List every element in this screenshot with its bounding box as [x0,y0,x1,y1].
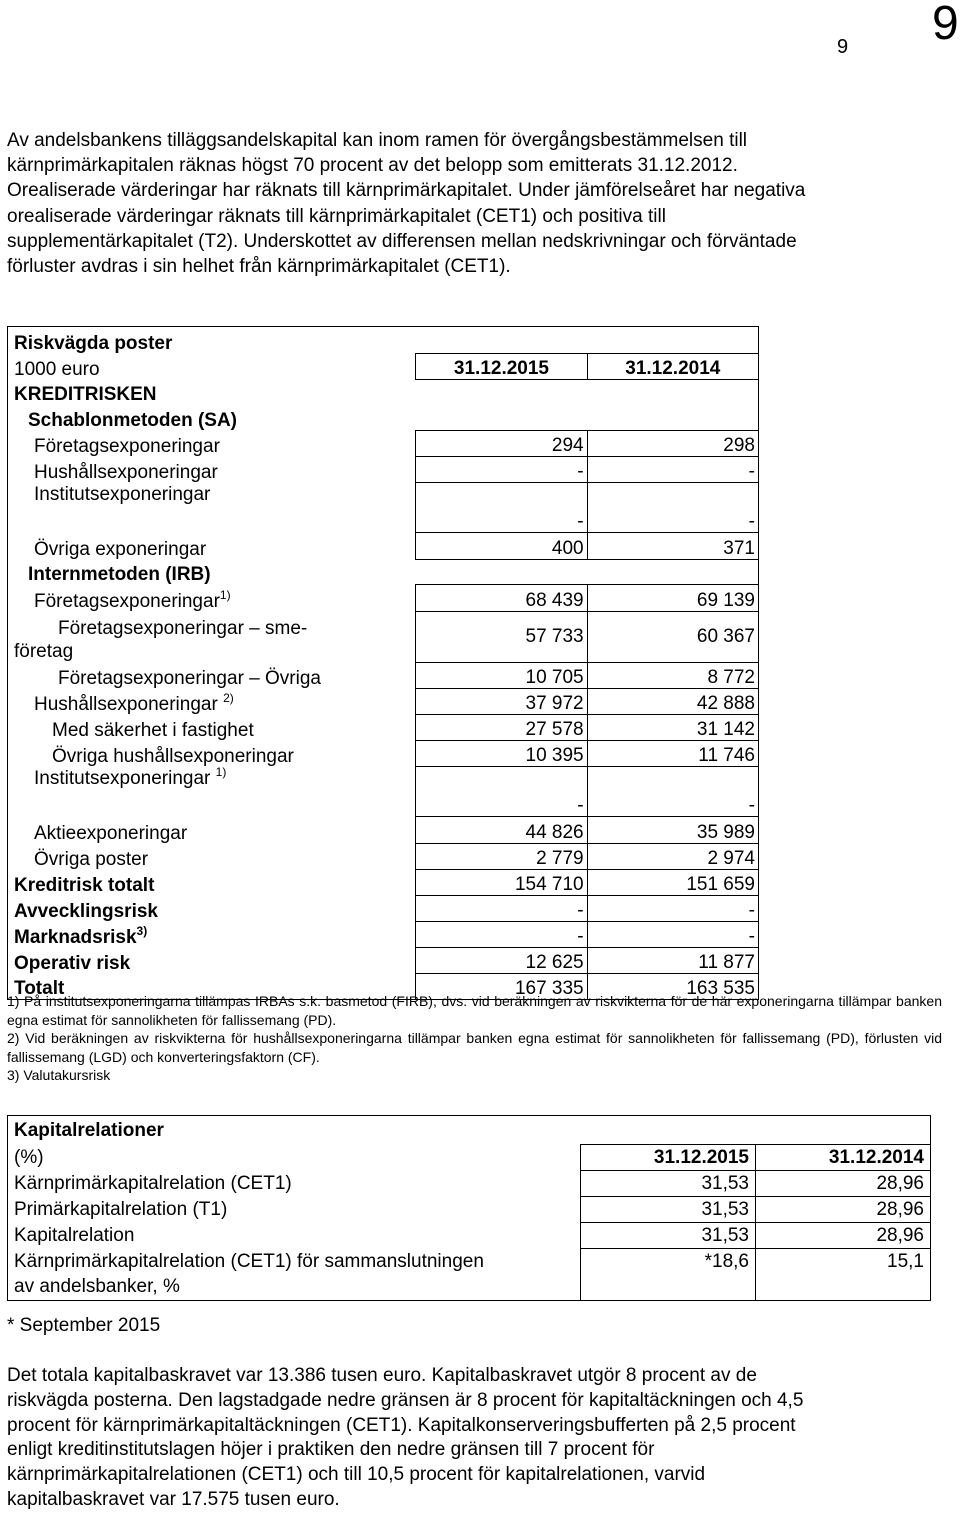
table-row [8,431,759,457]
row-label: Aktieexponeringar [8,817,416,844]
row-label: Operativ risk [8,948,416,974]
cell-value: 371 [587,533,758,560]
table-row [8,817,759,844]
table-row [8,715,759,741]
row-label: Företagsexponeringar – Övriga [8,663,416,689]
cell-value: 2 974 [587,844,758,870]
cell-value: 11 877 [587,948,758,974]
closing-line: enligt kreditinstitutslagen höjer i praktiken den nedre gränsen till 7 procent för [7,1439,655,1461]
table-title-row [8,327,759,354]
footnote: 3) Valutakursrisk [7,1067,111,1083]
row-label: Totalt [8,974,416,1000]
footnote: 2) Vid beräkningen av riskvikterna för hushållsexponeringarna tillämpar banken egna estimat för sannolikheten för fallissemang (PD), förlusten vid fallissemang (LGD) och konverteringsfaktorn (CF). [7,1030,942,1065]
footnote-marker: 1) [215,764,227,779]
cell-value: 27 578 [416,715,587,741]
row-label: Hushållsexponeringar $^{2)}$ [8,689,416,715]
table-row [8,483,759,533]
cell-value: 28,96 [756,1223,931,1249]
closing-line: procent för kärnprimärkapitaltäckningen (CET1). Kapitalkonserveringsbufferten på 2,5 procent [7,1414,796,1436]
row-label: Institutsexponeringar $^{1)}$ [8,767,416,817]
row-label: Avvecklingsrisk [8,896,416,922]
intro-line: supplementärkapitalet (T2). Underskottet av differensen mellan nedskrivningar och förväntade [7,230,797,252]
risk-weighted-table [7,326,759,1000]
cell-value: 400 [416,533,587,560]
footnote: 1) På institutsexponeringarna tillämpas IRBAs s.k. basmetod (FIRB), dvs. vid beräkningen av riskvikterna för de här exponeringarna tillämpar banken egna estimat för sannolikheten för fallissemang (PD). [7,993,942,1028]
row-label: Institutsexponeringar [8,483,416,533]
cell-value: - [416,483,587,533]
capital-ratios-table [7,1115,931,1301]
row-label: Kärnprimärkapitalrelation (CET1) [8,1171,581,1197]
subsection-heading: Schablonmetoden (SA) [8,405,416,431]
table-row [8,612,759,663]
cell-value: 44 826 [416,817,587,844]
table-row [8,922,759,948]
cell-value: 31,53 [581,1197,756,1223]
table-row [8,689,759,715]
row-label: Med säkerhet i fastighet [8,715,416,741]
table-row [8,896,759,922]
cell-value: 163 535 [587,974,758,1000]
cell-value: - [587,922,758,948]
cell-value: 35 989 [587,817,758,844]
cell-value: - [416,457,587,483]
star-note: * September 2015 [7,1315,161,1336]
table-row [8,560,759,585]
column-header: 31.12.2015 [416,354,587,380]
cell-value: 8 772 [587,663,758,689]
row-label: Kärnprimärkapitalrelation (CET1) för sammanslutningen av andelsbanker, % [8,1249,581,1301]
row-label: Kapitalrelation [8,1223,581,1249]
intro-line: Orealiserade värderingar har räknats till kärnprimärkapitalet. Under jämförelseåret har negativa [7,180,806,202]
cell-value: 11 746 [587,741,758,767]
row-label: Företagsexponeringar [8,431,416,457]
footnotes [7,992,942,1085]
cell-value: 31,53 [581,1171,756,1197]
closing-line: kapitalbaskravet var 17.575 tusen euro. [7,1488,340,1510]
cell-value: 298 [587,431,758,457]
cell-value: 60 367 [587,612,758,663]
table-row [8,1223,931,1249]
row-label: Företagsexponeringar$^{1)}$ [8,585,416,612]
cell-value: - [416,922,587,948]
table-row [8,870,759,896]
cell-value: *18,6 [581,1249,756,1301]
cell-value: 37 972 [416,689,587,715]
table-row [8,844,759,870]
footnote-marker: 3) [136,923,148,938]
cell-value: - [587,483,758,533]
unit-label: 1000 euro [8,354,416,380]
intro-line: Av andelsbankens tilläggsandelskapital kan inom ramen för övergångsbestämmelsen till [7,130,748,151]
intro-line: förluster avdras i sin helhet från kärnprimärkapitalet (CET1). [7,256,511,278]
intro-paragraph [7,128,805,279]
cell-value: 2 779 [416,844,587,870]
closing-line: Det totala kapitalbaskravet var 13.386 tusen euro. Kapitalbaskravet utgör 8 procent av de [7,1365,757,1386]
table-row [8,948,759,974]
unit-label: (%) [8,1145,581,1171]
table-row [8,585,759,612]
table-row [8,533,759,560]
table-title-row [8,1116,931,1145]
cell-value: 28,96 [756,1171,931,1197]
row-label: Företagsexponeringar – sme- företag [8,612,416,663]
cell-value: 57 733 [416,612,587,663]
cell-value: 69 139 [587,585,758,612]
table-row [8,1197,931,1223]
intro-line: orealiserade värderingar räknats till kärnprimärkapitalet (CET1) och positiva till [7,205,666,227]
row-label: Övriga hushållsexponeringar [8,741,416,767]
row-label: Kreditrisk totalt [8,870,416,896]
cell-value: 42 888 [587,689,758,715]
closing-paragraph [7,1364,803,1513]
section-heading: KREDITRISKEN [8,380,416,405]
subsection-heading: Internmetoden (IRB) [8,560,416,585]
cell-value: - [416,767,587,817]
footnote-marker: 2) [223,690,234,705]
table-row [8,1249,931,1301]
table-row [8,663,759,689]
closing-line: kärnprimärkapitalrelationen (CET1) och till 10,5 procent för kapitalrelationen, varvid [7,1464,706,1486]
cell-value: 10 705 [416,663,587,689]
row-label: Hushållsexponeringar [8,457,416,483]
cell-value: 31,53 [581,1223,756,1249]
cell-value: - [587,457,758,483]
page-number-large: 9 [932,0,959,50]
row-label: Primärkapitalrelation (T1) [8,1197,581,1223]
table-row [8,1171,931,1197]
cell-value: 167 335 [416,974,587,1000]
table-row [8,767,759,817]
cell-value: 294 [416,431,587,457]
cell-value: 31 142 [587,715,758,741]
cell-value: - [587,767,758,817]
table-row [8,457,759,483]
row-label: Övriga poster [8,844,416,870]
cell-value: 28,96 [756,1197,931,1223]
cell-value: 10 395 [416,741,587,767]
closing-line: riskvägda posterna. Den lagstadgade nedre gränsen är 8 procent för kapitaltäckningen och 4,5 [7,1389,804,1411]
table-title: Riskvägda poster [8,327,416,354]
cell-value: 154 710 [416,870,587,896]
cell-value: 68 439 [416,585,587,612]
footnote-marker: 1) [219,587,231,602]
cell-value: - [587,896,758,922]
cell-value: 15,1 [756,1249,931,1301]
column-header: 31.12.2015 [581,1145,756,1171]
row-label: Marknadsrisk$^{3)}$ [8,922,416,948]
table-title: Kapitalrelationer [8,1116,931,1145]
cell-value: - [416,896,587,922]
table-row [8,741,759,767]
row-label: Övriga exponeringar [8,533,416,560]
table-header-row [8,354,759,380]
intro-line: kärnprimärkapitalen räknas högst 70 procent av det belopp som emitterats 31.12.2012. [7,155,738,177]
cell-value: 12 625 [416,948,587,974]
cell-value: 151 659 [587,870,758,896]
table-header-row [8,1145,931,1171]
column-header: 31.12.2014 [756,1145,931,1171]
column-header: 31.12.2014 [587,354,758,380]
page-number-small: 9 [837,36,849,58]
table-row [8,405,759,431]
table-row [8,380,759,405]
